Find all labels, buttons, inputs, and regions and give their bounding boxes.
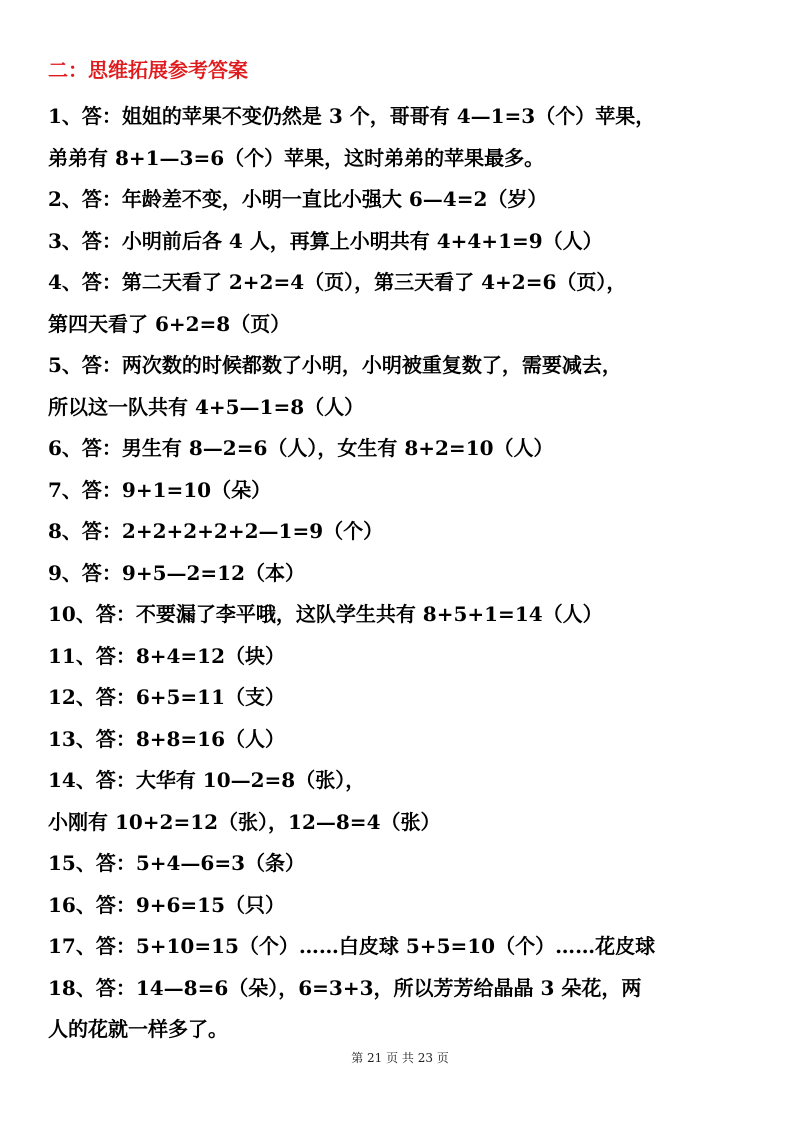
answer-line: 所以这一队共有 4+5—1=8（人） [48,394,365,419]
answer-line: 18、答：14—8=6（朵），6=3+3，所以芳芳给晶晶 3 朵花，两 [48,975,642,1000]
answer-line: 9、答：9+5—2=12（本） [48,560,306,585]
answer-line: 13、答：8+8=16（人） [48,726,286,751]
answer-line: 11、答：8+4=12（块） [48,643,286,668]
answer-line: 人的花就一样多了。 [48,1017,228,1041]
answer-line: 小刚有 10+2=12（张），12—8=4（张） [48,809,441,834]
answer-line: 4、答：第二天看了 2+2=4（页），第三天看了 4+2=6（页）， [48,270,627,294]
answer-line: 3、答：小明前后各 4 人，再算上小明共有 4+4+1=9（人） [48,228,603,253]
answer-line: 第四天看了 6+2=8（页） [48,311,291,336]
answer-line: 8、答：2+2+2+2+2—1=9（个） [48,519,384,543]
answer-list [48,96,768,1051]
section-heading: 二：思维拓展参考答案 [48,58,248,82]
answer-line: 6、答：男生有 8—2=6（人），女生有 8+2=10（人） [48,436,554,460]
answer-line: 10、答：不要漏了李平哦，这队学生共有 8+5+1=14（人） [48,602,603,626]
answer-line: 12、答：6+5=11（支） [48,685,286,709]
answer-line: 14、答：大华有 10—2=8（张）， [48,768,366,792]
answer-line: 2、答：年龄差不变，小明一直比小强大 6—4=2（岁） [48,187,548,211]
page-footer: 第 21 页 共 23 页 [351,1051,449,1065]
answer-line: 17、答：5+10=15（个）……白皮球 5+5=10（个）……花皮球 [48,934,656,958]
answer-line: 5、答：两次数的时候都数了小明，小明被重复数了，需要减去， [48,353,622,377]
answer-line: 1、答：姐姐的苹果不变仍然是 3 个，哥哥有 4—1=3（个）苹果， [48,104,656,128]
answer-line: 15、答：5+4—6=3（条） [48,851,306,875]
answer-line: 弟弟有 8+1—3=6（个）苹果，这时弟弟的苹果最多。 [48,145,545,170]
answer-line: 16、答：9+6=15（只） [48,892,286,917]
answer-line: 7、答：9+1=10（朵） [48,477,272,502]
